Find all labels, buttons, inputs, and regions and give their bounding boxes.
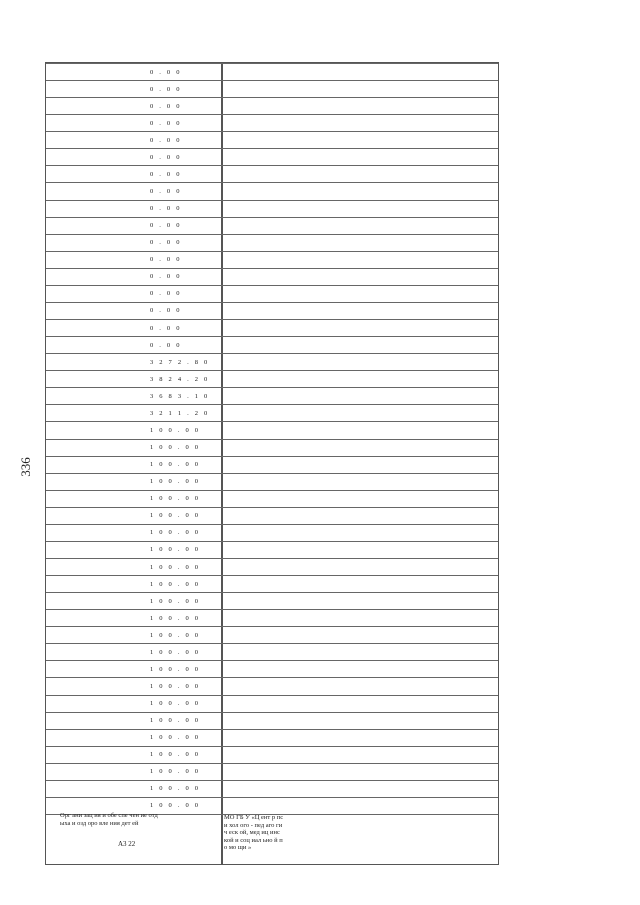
row-value: 1 0 0 . 0 0 [150,512,201,520]
table-row [46,63,498,81]
row-value: 0 . 0 0 [150,239,182,247]
table-row-cell [46,320,221,337]
table-row [46,200,498,218]
table-row-cell [46,713,221,730]
table-row [46,524,498,542]
table-row-cell [46,303,221,320]
table-row-cell [46,252,221,269]
table-row-cell [46,627,221,644]
data-table [45,62,499,865]
row-value: 0 . 0 0 [150,153,182,161]
table-row-cell [46,508,221,525]
table-row-cell [46,337,221,354]
row-value: 0 . 0 0 [150,222,182,230]
row-value: 0 . 0 0 [150,102,182,110]
table-row-cell [46,559,221,576]
row-value: 0 . 0 0 [150,290,182,298]
table-row-cell [46,661,221,678]
row-value: 1 0 0 . 0 0 [150,614,201,622]
row-value: 1 0 0 . 0 0 [150,426,201,434]
table-row-cell [46,98,221,115]
row-value: 0 . 0 0 [150,136,182,144]
table-row-cell [46,405,221,422]
table-row-cell [46,730,221,747]
row-value: 1 0 0 . 0 0 [150,648,201,656]
table-row [46,439,498,457]
row-value: 0 . 0 0 [150,273,182,281]
table-row [46,456,498,474]
table-row [46,97,498,115]
table-row [46,217,498,235]
table-row-cell [46,781,221,798]
table-row-cell [46,610,221,627]
row-value: 0 . 0 0 [150,68,182,76]
page-number: 336 [18,457,33,477]
row-value: 1 0 0 . 0 0 [150,665,201,673]
footer-code: А3 22 [118,840,136,848]
row-value: 1 0 0 . 0 0 [150,444,201,452]
row-value: 0 . 0 0 [150,341,182,349]
table-row-cell [46,457,221,474]
table-row [46,575,498,593]
table-row-cell [46,269,221,286]
row-value: 1 0 0 . 0 0 [150,768,201,776]
table-row-cell [46,542,221,559]
table-row [46,763,498,781]
table-row-cell [46,81,221,98]
row-value: 1 0 0 . 0 0 [150,631,201,639]
table-row [46,592,498,610]
row-value: 1 0 0 . 0 0 [150,751,201,759]
table-row [46,490,498,508]
table-row-cell [46,576,221,593]
table-row-cell [46,593,221,610]
row-value: 1 0 0 . 0 0 [150,700,201,708]
table-row-cell [46,64,221,81]
table-row [46,80,498,98]
row-value: 0 . 0 0 [150,188,182,195]
table-row [46,660,498,678]
table-row [46,114,498,132]
table-row [46,165,498,183]
table-row [46,609,498,627]
table-row-cell [46,183,221,200]
row-value: 3 2 1 1 . 2 0 [150,409,210,417]
table-row-cell [46,678,221,695]
row-value: 1 0 0 . 0 0 [150,546,201,554]
row-value: 1 0 0 . 0 0 [150,478,201,486]
row-value: 1 0 0 . 0 0 [150,563,201,571]
table-row-cell [46,491,221,508]
table-row-cell [46,525,221,542]
table-row [46,234,498,252]
table-row [46,148,498,166]
table-row-cell [46,166,221,183]
row-value: 0 . 0 0 [150,324,182,332]
row-value: 1 0 0 . 0 0 [150,682,201,690]
table-row [46,507,498,525]
table-row-cell [46,149,221,166]
table-row [46,182,498,200]
table-row-cell [46,696,221,713]
table-row [46,729,498,747]
table-row-cell [46,764,221,781]
footer-label: Орг ани зац ия и обе спе чен ие отд ыха и озд оро вле ния дет ей [60,812,160,827]
row-value: 1 0 0 . 0 0 [150,495,201,503]
table-row-cell [46,132,221,149]
row-value: 1 0 0 . 0 0 [150,785,201,793]
row-value: 0 . 0 0 [150,85,182,93]
table-row [46,780,498,798]
table-row [46,746,498,764]
row-value: 1 0 0 . 0 0 [150,529,201,537]
table-row-cell [46,354,221,371]
row-value: 3 2 7 2 . 8 0 [150,358,210,366]
row-value: 1 0 0 . 0 0 [150,597,201,605]
table-row [46,268,498,286]
table-row-cell [46,747,221,764]
table-row [46,643,498,661]
row-value: 1 0 0 . 0 0 [150,802,201,810]
row-value: 1 0 0 . 0 0 [150,734,201,742]
row-value: 0 . 0 0 [150,170,182,178]
row-value: 1 0 0 . 0 0 [150,717,201,725]
table-row [46,387,498,405]
table-row [46,336,498,354]
footer-desc: МО ГБ У «Ц ент р пси хол ого - пед аго гич еск ой, мед иц инс кой и соц иал ьно й по мо щи » [224,814,284,851]
table-row-cell [46,201,221,218]
row-value: 3 6 8 3 . 1 0 [150,392,210,400]
row-value: 0 . 0 0 [150,307,182,315]
table-row [46,319,498,337]
table-row [46,421,498,439]
row-value: 0 . 0 0 [150,119,182,127]
table-row-cell [46,388,221,405]
table-row [46,541,498,559]
table-row [46,558,498,576]
table-row-cell [46,235,221,252]
table-row [46,695,498,713]
table-row [46,302,498,320]
row-value: 0 . 0 0 [150,256,182,264]
row-value: 3 8 2 4 . 2 0 [150,375,210,383]
table-row [46,251,498,269]
row-value: 0 . 0 0 [150,205,182,213]
table-row [46,712,498,730]
table-row [46,353,498,371]
table-row-cell [46,644,221,661]
table-row-cell [46,115,221,132]
table-row [46,626,498,644]
table-row-cell [46,286,221,303]
table-row-cell [46,371,221,388]
table-row-cell [46,474,221,491]
table-row-cell [46,422,221,439]
table-row [46,473,498,491]
table-row [46,404,498,422]
table-row [46,370,498,388]
table-row [46,677,498,695]
row-value: 1 0 0 . 0 0 [150,580,201,588]
table-row-cell [46,440,221,457]
row-value: 1 0 0 . 0 0 [150,461,201,469]
table-row-cell [46,218,221,235]
table-row [46,285,498,303]
table-row [46,131,498,149]
